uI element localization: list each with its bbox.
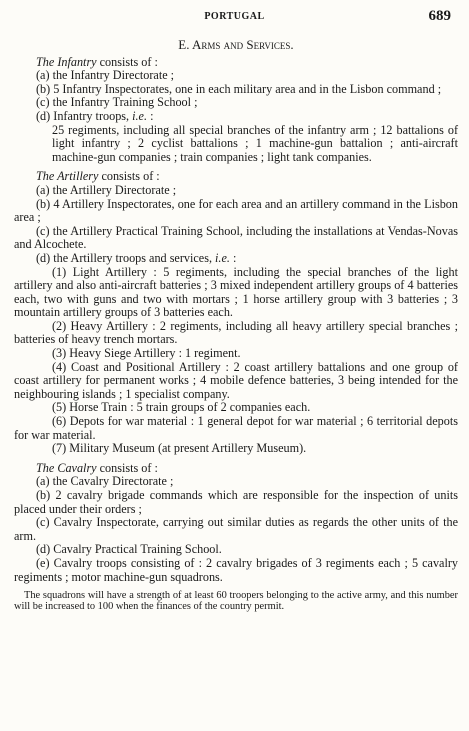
cavalry-item-e: (e) Cavalry troops consisting of : 2 cavalry brigades of 3 regiments each ; 5 cavalry regiments ; motor machine-gun squadrons. [14, 555, 458, 584]
artillery-name: The Artillery [36, 169, 99, 184]
footnote: The squadrons will have a strength of at least 60 troopers belonging to the active army, and this number will be increased to 100 when the finances of the country permit. [14, 590, 458, 613]
cavalry-item-c: (c) Cavalry Inspectorate, carrying out similar duties as regards the other units of the arm. [14, 515, 458, 543]
infantry-item-a: (a) the Infantry Directorate ; [36, 68, 175, 83]
artillery-item-b: (b) 4 Artillery Inspectorates, one for each area and an artillery command in the Lisbon area ; [14, 196, 458, 225]
infantry-intro [14, 56, 458, 70]
artillery-subitem-1: (1) Light Artillery : 5 regiments, including the special branches of the light artillery and also anti-aircraft batteries ; 3 mixed independent artillery groups of 4 batteries each, two with guns and two with mortars ; 1 horse artillery group with 3 batteries ; 3 mountain artillery groups of 3 batteries each. [14, 264, 458, 320]
artillery-subitem-5: (5) Horse Train : 5 train groups of 2 companies each. [52, 400, 311, 415]
section-title: E. Arms and Services. [178, 37, 294, 52]
cavalry-item-d: (d) Cavalry Practical Training School. [36, 542, 222, 557]
infantry-item-c: (c) the Infantry Training School ; [36, 95, 198, 110]
artillery-item-d-rest: : [229, 250, 237, 265]
artillery-intro [14, 170, 458, 184]
artillery-subitem-7: (7) Military Museum (at present Artillery Museum). [52, 441, 307, 456]
running-title: PORTUGAL [204, 11, 265, 22]
cavalry-intro [14, 462, 458, 476]
infantry-item-d-label: (d) Infantry troops, [36, 108, 133, 123]
infantry-name: The Infantry [36, 54, 97, 69]
page-header [0, 8, 469, 30]
cavalry-name: The Cavalry [36, 460, 97, 475]
infantry-item-b: (b) 5 Infantry Inspectorates, one in each military area and in the Lisbon command ; [36, 81, 442, 96]
artillery-subitem-2: (2) Heavy Artillery : 2 regiments, including all heavy artillery special branches ; batteries of heavy trench mortars. [14, 318, 458, 347]
artillery-item-a: (a) the Artillery Directorate ; [36, 182, 177, 197]
cavalry-intro-rest: consists of : [96, 460, 158, 475]
artillery-item-d [14, 252, 458, 266]
infantry-item-d-rest: : [147, 108, 154, 123]
infantry-troops-text: 25 regiments, including all special branches of the infantry arm ; 12 battalions of light infantry ; 2 cyclist battalions ; 1 machine-gun battalion ; anti-aircraft machine-gun companies ; train companies ; light tank companies. [52, 122, 458, 164]
infantry-item-d [14, 110, 458, 124]
page-number: 689 [428, 8, 451, 24]
cavalry-item-b: (b) 2 cavalry brigade commands which are responsible for the inspection of units placed under their orders ; [14, 488, 458, 516]
document-body [14, 38, 458, 613]
artillery-item-c: (c) the Artillery Practical Training School, including the installations at Vendas-Novas and Alcochete. [14, 223, 458, 252]
infantry-intro-rest: consists of : [96, 54, 158, 69]
artillery-subitem-3: (3) Heavy Siege Artillery : 1 regiment. [52, 346, 241, 361]
artillery-item-d-label: (d) the Artillery troops and services, [36, 250, 216, 265]
artillery-subitem-6: (6) Depots for war material : 1 general depot for war material ; 6 territorial depots for war material. [14, 414, 458, 442]
artillery-intro-rest: consists of : [98, 169, 160, 184]
artillery-subitem-4: (4) Coast and Positional Artillery : 2 coast artillery battalions and one group of coast artillery for permanent works ; 4 mobile defence batteries, 3 being intended for the neighbouring islands ; 1 specialist company. [14, 359, 458, 401]
cavalry-item-a: (a) the Cavalry Directorate ; [36, 474, 174, 489]
infantry-item-d-ie: i.e. [132, 108, 148, 123]
artillery-item-d-ie: i.e. [215, 250, 230, 265]
